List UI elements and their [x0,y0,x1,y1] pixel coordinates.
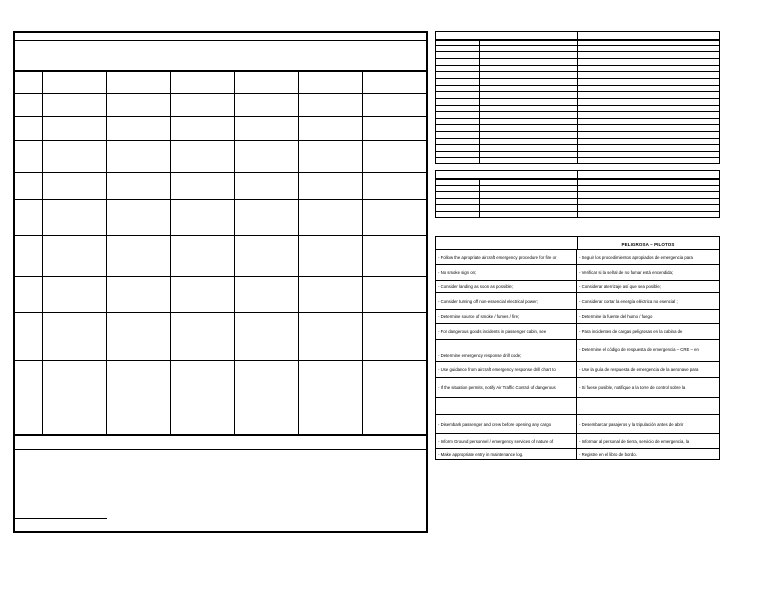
checklist-es-text: - Considerar cortar la energía eléctrica no esencial ; [579,298,678,304]
form-row-line [15,276,426,277]
checklist-es-text: - Considerar aterrizaje así que sea posible; [579,284,661,289]
table-header-line [436,178,719,180]
checklist-en-text: - Consider turning off non-essencial electrical power; [436,293,577,309]
form-col-line [170,70,171,434]
checklist-row [436,309,719,323]
signature-line [15,518,107,519]
form-col-line [42,70,43,434]
checklist-en-text: - Determine emergency response drill code; [436,340,577,361]
table-row-line [436,157,719,158]
form-row-line [15,360,426,361]
checklist-en-text: - Disembark passenger and crew before opening any cargo [436,415,577,433]
checklist-en-text: - Make appropriate entry in maintenance log. [436,449,577,459]
checklist-en-text: - Use guidance from aircraft emergency response drill chart to [436,362,577,377]
form-header-line [15,70,426,72]
checklist-en-text: - For dangerous goods incidents in passenger cabin, see [436,324,577,339]
table-row-line [436,58,719,59]
checklist-en-text [436,398,577,414]
checklist-row [436,397,719,414]
form-row-line [15,199,426,200]
checklist-en-text: - Inform Ground personnel / emergency services of nature of [436,434,577,448]
form-col-line [362,70,363,434]
checklist-row [436,361,719,377]
checklist-en-text: - Consider landing as soon as possible; [436,281,577,292]
table-row-line [436,111,719,112]
checklist-en-text: - Determine source of smoke / fumes / fire; [436,310,577,323]
checklist-row [436,448,719,459]
checklist-en-text: - If the situation permits, notify Air Traffic Control of dangerous [436,378,577,397]
checklist-row [436,377,719,397]
table-row-line [436,71,719,72]
right-middle-table [435,170,720,218]
checklist-es-text: - Determine el código de respuesta de emergencia – CRE – en [579,347,699,352]
checklist-title: PELIGROSA – PILOTOS [621,242,675,247]
checklist-row [436,264,719,280]
table-row-line [436,185,719,186]
emergency-checklist-table [435,236,720,460]
table-row-line [436,144,719,145]
checklist-row [436,339,719,361]
form-row-line [15,235,426,236]
checklist-es-text: - Si fuese posible, notifique a la torre de control sobre la [579,385,686,390]
table-row-line [436,65,719,66]
form-row-line [15,40,426,41]
checklist-row [436,292,719,309]
checklist-en-text: - No smoke sign on; [436,265,577,280]
checklist-es-text: - Informar al personal de tierra, servicio de emergencia, la [579,438,690,444]
checklist-es-text: - Determine la fuente del humo / fuego [579,314,653,319]
checklist-row [436,323,719,339]
table-row-line [436,131,719,132]
table-row-line [436,198,719,199]
table-col-line [577,237,578,249]
checklist-es-text: - Use la guía de respuesta de emergencia de la aeronave para [579,367,699,372]
table-row-line [436,78,719,79]
checklist-es-text: - Verificar si la señal de no fumar está encendida; [579,270,674,275]
form-row-line [15,449,426,450]
right-top-table [435,31,720,164]
table-row-line [436,211,719,212]
checklist-es-text: - Para incidentes de cargas peligrosas en la cabina de [579,329,683,334]
checklist-row [436,280,719,292]
form-row-line [15,140,426,141]
table-row-line [436,204,719,205]
table-row-line [436,91,719,92]
table-row-line [436,45,719,46]
table-row-line [436,105,719,106]
table-row-line [436,51,719,52]
table-row-line [436,191,719,192]
checklist-row [436,249,719,264]
left-form-grid [13,31,428,533]
form-col-line [298,70,299,434]
checklist-en-text: - Follow the apropriate aircraft emergency procedure for fire or [436,250,577,264]
table-row-line [436,124,719,125]
table-row-line [436,151,719,152]
table-header-line [436,39,719,41]
checklist-row [436,433,719,448]
form-footer-line [15,434,426,436]
table-row-line [436,85,719,86]
checklist-row [436,414,719,433]
form-row-line [15,312,426,313]
checklist-es-text: - Seguir los procedimientos apropiados de emergencia para [579,254,693,260]
checklist-es-text [577,398,719,414]
form-row-line [15,116,426,117]
form-row-line [15,172,426,173]
checklist-es-text: - Desembarcar pasajeros y la tripulación antes de abrir [579,421,684,427]
table-row-line [436,98,719,99]
form-row-line [15,93,426,94]
table-row-line [436,138,719,139]
checklist-es-text: - Registre en el libro de bordo. [579,451,637,457]
table-row-line [436,118,719,119]
form-col-line [106,70,107,434]
form-col-line [234,70,235,434]
